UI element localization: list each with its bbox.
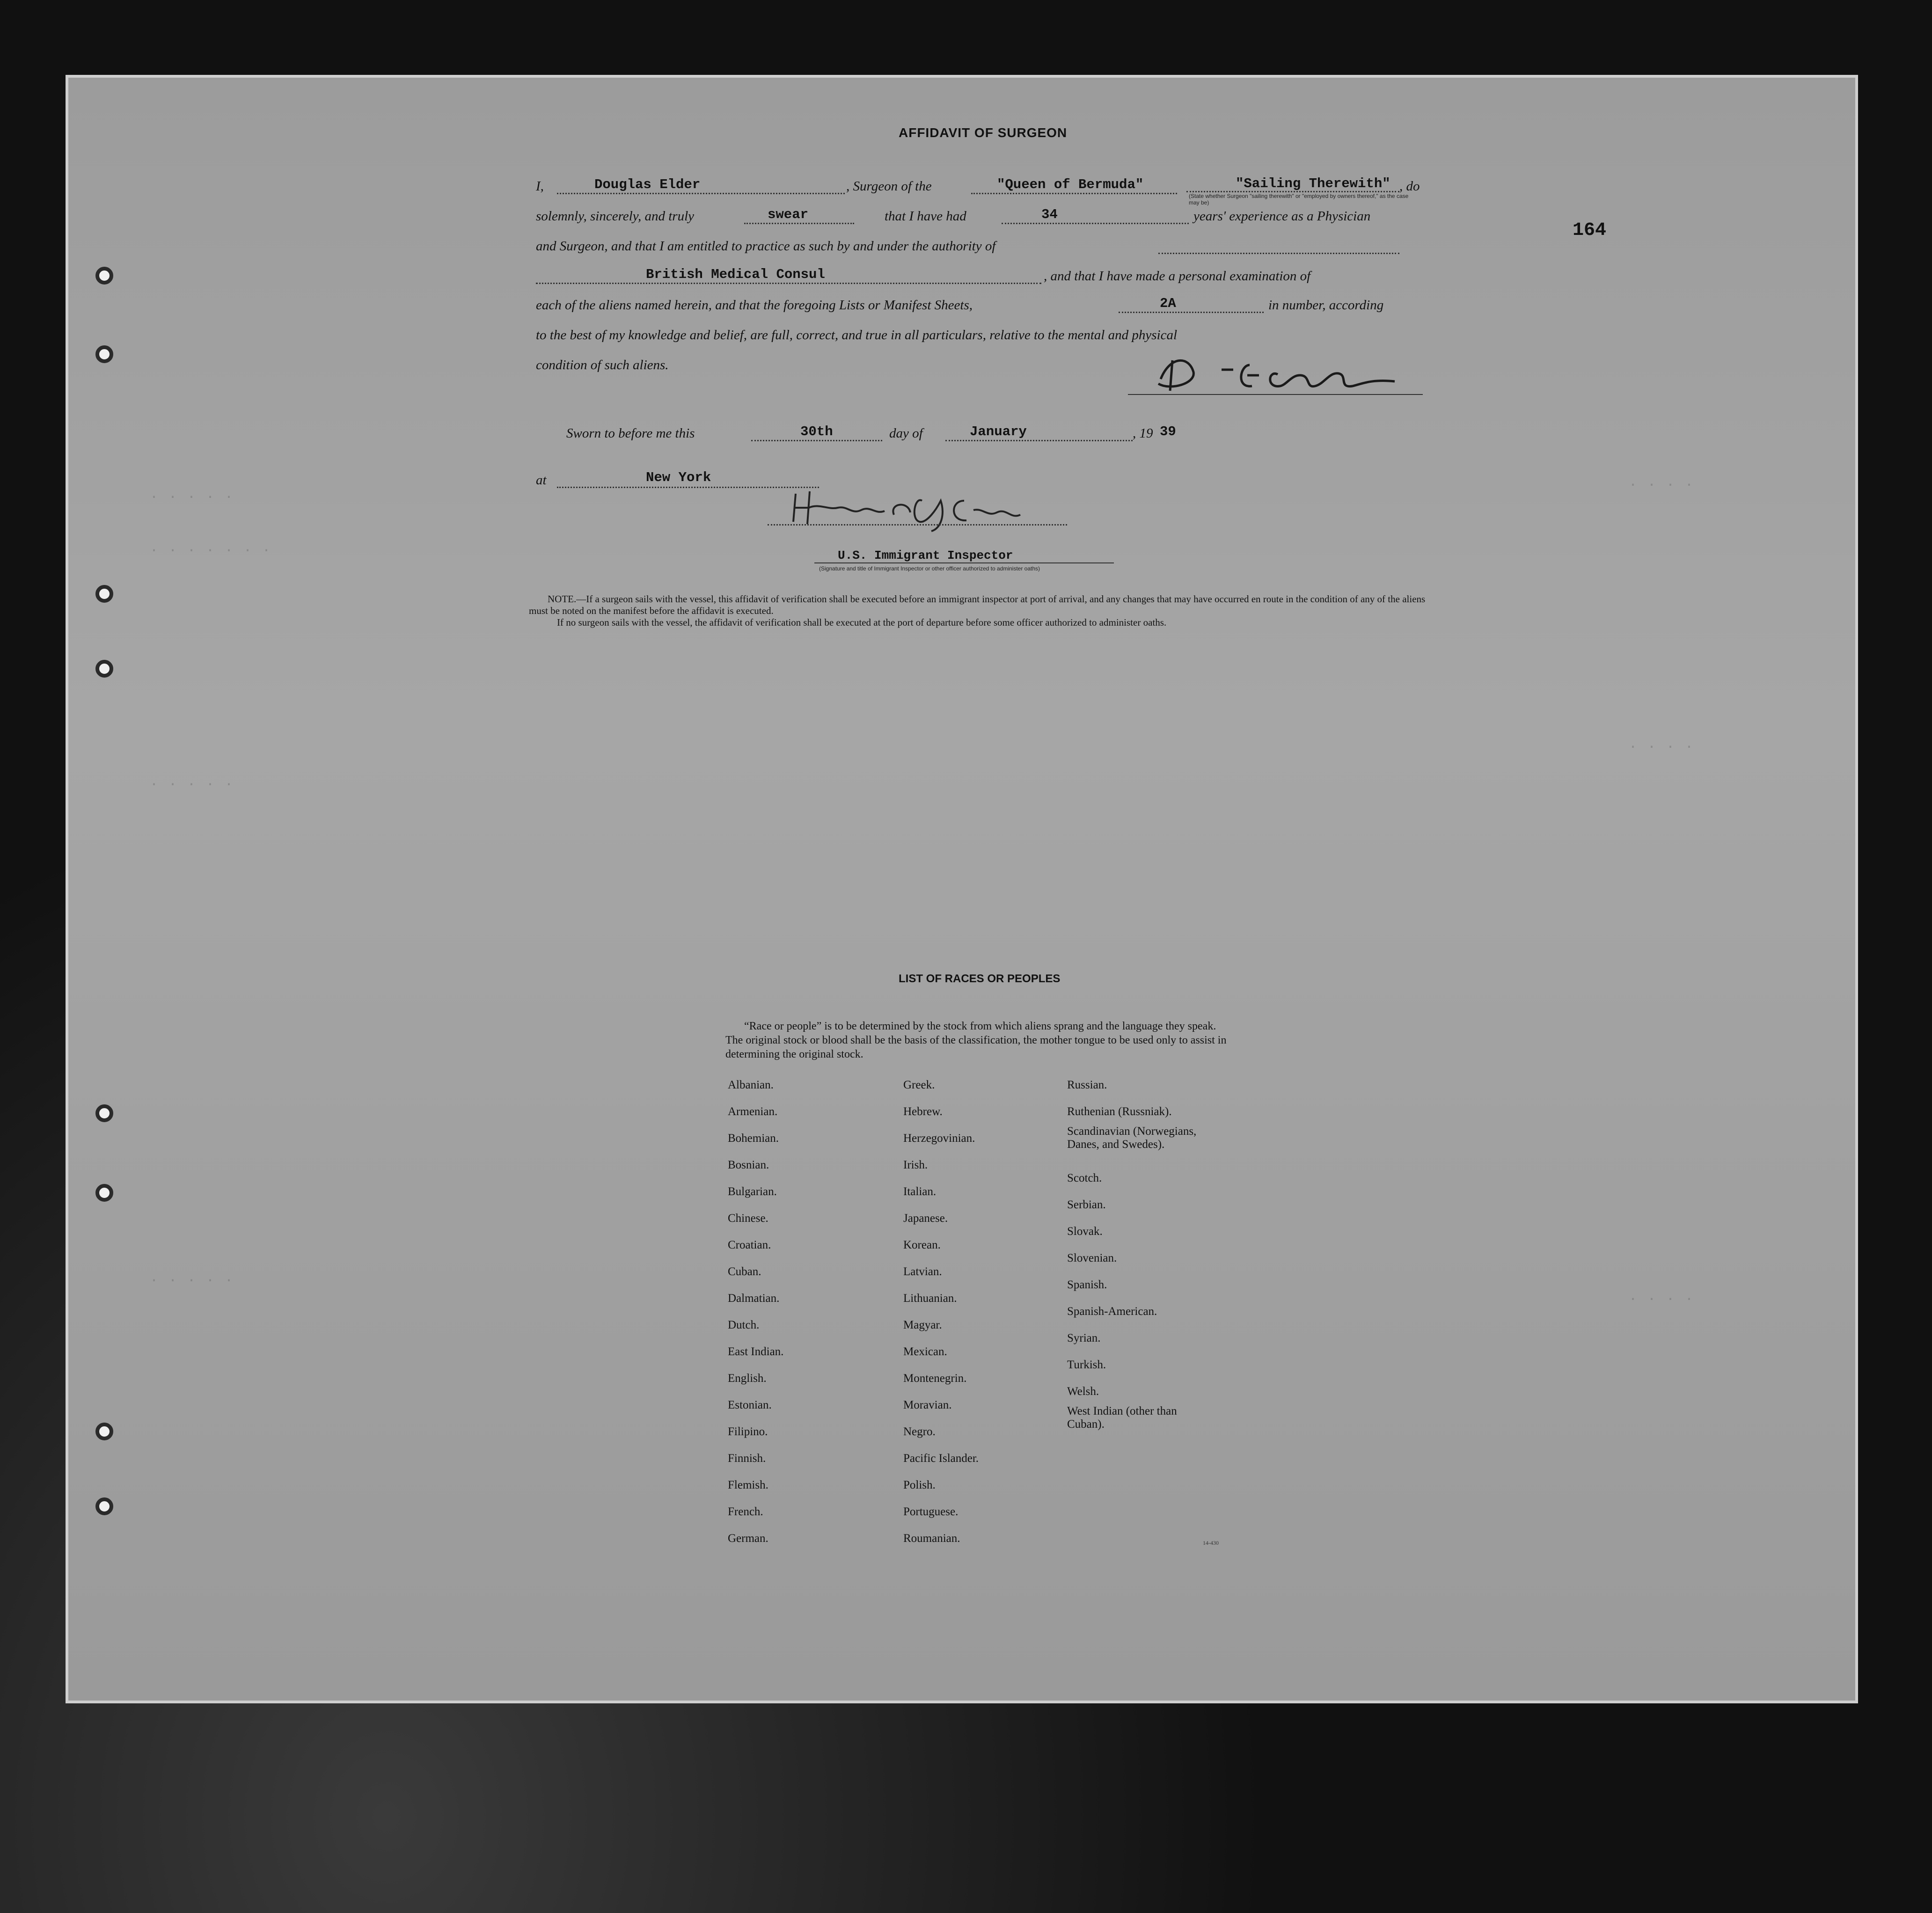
bleed-through-text: . . . . . bbox=[150, 487, 234, 503]
sworn-month: January bbox=[970, 424, 1027, 439]
race-entry: German. bbox=[728, 1532, 768, 1545]
race-entry: English. bbox=[728, 1372, 767, 1385]
page-number: 164 bbox=[1573, 220, 1607, 241]
race-entry: Slovak. bbox=[1067, 1225, 1103, 1238]
punch-hole bbox=[95, 345, 113, 363]
race-entry: Greek. bbox=[903, 1079, 935, 1091]
sworn-text: at bbox=[536, 473, 547, 488]
authority: British Medical Consul bbox=[646, 267, 825, 282]
fill-line bbox=[1002, 223, 1189, 224]
race-entry: Montenegrin. bbox=[903, 1372, 967, 1385]
affidavit-text: years' experience as a Physician bbox=[1193, 209, 1371, 224]
races-column-2 bbox=[903, 1072, 979, 1552]
race-entry: Cuban. bbox=[728, 1265, 761, 1278]
bleed-through-text: · · · · · bbox=[150, 777, 234, 793]
race-entry: Mexican. bbox=[903, 1345, 947, 1358]
races-column-3 bbox=[1067, 1072, 1196, 1445]
races-column-1 bbox=[728, 1072, 783, 1552]
sailing-status: "Sailing Therewith" bbox=[1236, 176, 1390, 191]
fill-line bbox=[751, 440, 882, 441]
race-entry: Serbian. bbox=[1067, 1198, 1106, 1211]
race-entry: Spanish. bbox=[1067, 1278, 1107, 1291]
punch-hole bbox=[95, 660, 113, 678]
sworn-text: , 19 bbox=[1133, 426, 1153, 441]
race-entry: East Indian. bbox=[728, 1345, 784, 1358]
race-entry: Bohemian. bbox=[728, 1132, 779, 1145]
surgeon-signature bbox=[1151, 346, 1423, 398]
inspector-signature bbox=[786, 482, 1048, 533]
affidavit-text: solemnly, sincerely, and truly bbox=[536, 209, 695, 224]
fill-line bbox=[1158, 253, 1399, 254]
race-entry: Italian. bbox=[903, 1185, 937, 1198]
punch-hole bbox=[95, 1423, 113, 1440]
race-entry: Latvian. bbox=[903, 1265, 942, 1278]
race-entry: Estonian. bbox=[728, 1399, 772, 1411]
years-experience: 34 bbox=[1041, 207, 1058, 222]
oath-type: swear bbox=[768, 207, 809, 222]
race-entry: Polish. bbox=[903, 1479, 936, 1491]
affidavit-text: in number, according bbox=[1268, 298, 1384, 313]
bleed-through-text: · · · · · · · bbox=[150, 543, 272, 559]
race-entry: Albanian. bbox=[728, 1079, 774, 1091]
race-entry: Armenian. bbox=[728, 1105, 778, 1118]
race-entry: Magyar. bbox=[903, 1319, 942, 1331]
race-entry: Turkish. bbox=[1067, 1358, 1106, 1371]
signature-line bbox=[1128, 394, 1423, 395]
race-entry: Korean. bbox=[903, 1239, 941, 1251]
fill-line bbox=[814, 562, 1114, 563]
form-code: 14-430 bbox=[1203, 1540, 1219, 1546]
race-entry: Russian. bbox=[1067, 1079, 1107, 1091]
affidavit-title: AFFIDAVIT OF SURGEON bbox=[899, 125, 1068, 140]
manifest-sheets-count: 2A bbox=[1160, 296, 1176, 311]
bleed-through-text: · · · · bbox=[1629, 477, 1695, 493]
race-entry: Chinese. bbox=[728, 1212, 768, 1225]
race-entry: Scotch. bbox=[1067, 1172, 1102, 1184]
punch-hole bbox=[95, 1497, 113, 1515]
fill-line bbox=[971, 193, 1177, 194]
race-entry: Dutch. bbox=[728, 1319, 760, 1331]
sworn-year: 39 bbox=[1160, 424, 1176, 439]
race-entry: Flemish. bbox=[728, 1479, 768, 1491]
sailing-note: (State whether Surgeon "sailing therewith" or "employed by owners thereof," as the case may be) bbox=[1189, 193, 1409, 206]
affidavit-text: , do bbox=[1399, 179, 1420, 194]
race-entry: Moravian. bbox=[903, 1399, 952, 1411]
race-entry: Japanese. bbox=[903, 1212, 948, 1225]
race-entry: Welsh. bbox=[1067, 1385, 1099, 1398]
fill-line bbox=[1119, 312, 1264, 313]
bleed-through-text: · · · · bbox=[1629, 739, 1695, 755]
vessel-name: "Queen of Bermuda" bbox=[997, 177, 1144, 192]
race-entry: Spanish-American. bbox=[1067, 1305, 1157, 1318]
punch-hole bbox=[95, 585, 113, 603]
affidavit-text: condition of such aliens. bbox=[536, 358, 669, 372]
fill-line bbox=[557, 487, 819, 488]
race-entry: West Indian (other than Cuban). bbox=[1067, 1405, 1177, 1431]
sworn-place: New York bbox=[646, 470, 711, 485]
punch-hole bbox=[95, 1184, 113, 1202]
race-entry: Filipino. bbox=[728, 1425, 768, 1438]
affidavit-text: , Surgeon of the bbox=[846, 179, 932, 194]
fill-line bbox=[536, 283, 1041, 284]
race-entry: Portuguese. bbox=[903, 1505, 959, 1518]
race-entry: Herzegovinian. bbox=[903, 1132, 975, 1145]
fill-line bbox=[945, 440, 1133, 441]
affidavit-text: I, bbox=[536, 179, 544, 194]
race-entry: Syrian. bbox=[1067, 1332, 1101, 1344]
race-entry: Roumanian. bbox=[903, 1532, 960, 1545]
race-entry: French. bbox=[728, 1505, 763, 1518]
officer-note: (Signature and title of Immigrant Inspector or other officer authorized to administer oaths) bbox=[819, 565, 1040, 572]
races-intro: “Race or people” is to be determined by the stock from which aliens sprang and the language they speak. The original stock or blood shall be the basis of the classification, the mother tongue to be used only to assist in determining the original stock. bbox=[725, 1020, 1227, 1060]
affidavit-text: and Surgeon, and that I am entitled to practice as such by and under the authority of bbox=[536, 239, 996, 254]
surgeon-name: Douglas Elder bbox=[594, 177, 701, 192]
race-entry: Ruthenian (Russniak). bbox=[1067, 1105, 1172, 1118]
punch-hole bbox=[95, 267, 113, 285]
race-entry: Dalmatian. bbox=[728, 1292, 780, 1305]
bleed-through-text: · · · · bbox=[1629, 1292, 1695, 1307]
race-entry: Hebrew. bbox=[903, 1105, 943, 1118]
sworn-text: day of bbox=[889, 426, 923, 441]
fill-line bbox=[557, 193, 845, 194]
race-entry: Negro. bbox=[903, 1425, 936, 1438]
affidavit-text: each of the aliens named herein, and that the foregoing Lists or Manifest Sheets, bbox=[536, 298, 973, 313]
sworn-day: 30th bbox=[800, 424, 833, 439]
race-entry: Slovenian. bbox=[1067, 1252, 1117, 1264]
affidavit-text: , and that I have made a personal examination of bbox=[1044, 269, 1311, 284]
affidavit-text: that I have had bbox=[885, 209, 966, 224]
officer-title: U.S. Immigrant Inspector bbox=[838, 548, 1013, 562]
bleed-through-text: · · · · · bbox=[150, 1273, 234, 1289]
race-entry: Bosnian. bbox=[728, 1159, 769, 1171]
race-entry: Irish. bbox=[903, 1159, 928, 1171]
races-list-title: LIST OF RACES OR PEOPLES bbox=[899, 972, 1061, 985]
race-entry: Lithuanian. bbox=[903, 1292, 957, 1305]
race-entry: Bulgarian. bbox=[728, 1185, 777, 1198]
fill-line bbox=[744, 223, 854, 224]
race-entry: Finnish. bbox=[728, 1452, 766, 1465]
race-entry: Scandinavian (Norwegians, Danes, and Swedes). bbox=[1067, 1125, 1197, 1151]
race-entry: Pacific Islander. bbox=[903, 1452, 979, 1465]
signature-line bbox=[768, 524, 1067, 526]
note-paragraph: If no surgeon sails with the vessel, the affidavit of verification shall be executed at the port of departure before some officer authorized to administer oaths. bbox=[557, 617, 1167, 628]
sworn-text: Sworn to before me this bbox=[566, 426, 695, 441]
fill-line bbox=[1186, 191, 1399, 192]
race-entry: Croatian. bbox=[728, 1239, 771, 1251]
note-paragraph: NOTE.—If a surgeon sails with the vessel, this affidavit of verification shall be executed before an immigrant inspector at port of arrival, and any changes that may have occurred en route in the condition of any of the aliens must be noted on the manifest before the affidavit is executed. bbox=[529, 593, 1426, 616]
punch-hole bbox=[95, 1104, 113, 1122]
affidavit-text: to the best of my knowledge and belief, are full, correct, and true in all particulars, relative to the mental and physical bbox=[536, 328, 1178, 343]
